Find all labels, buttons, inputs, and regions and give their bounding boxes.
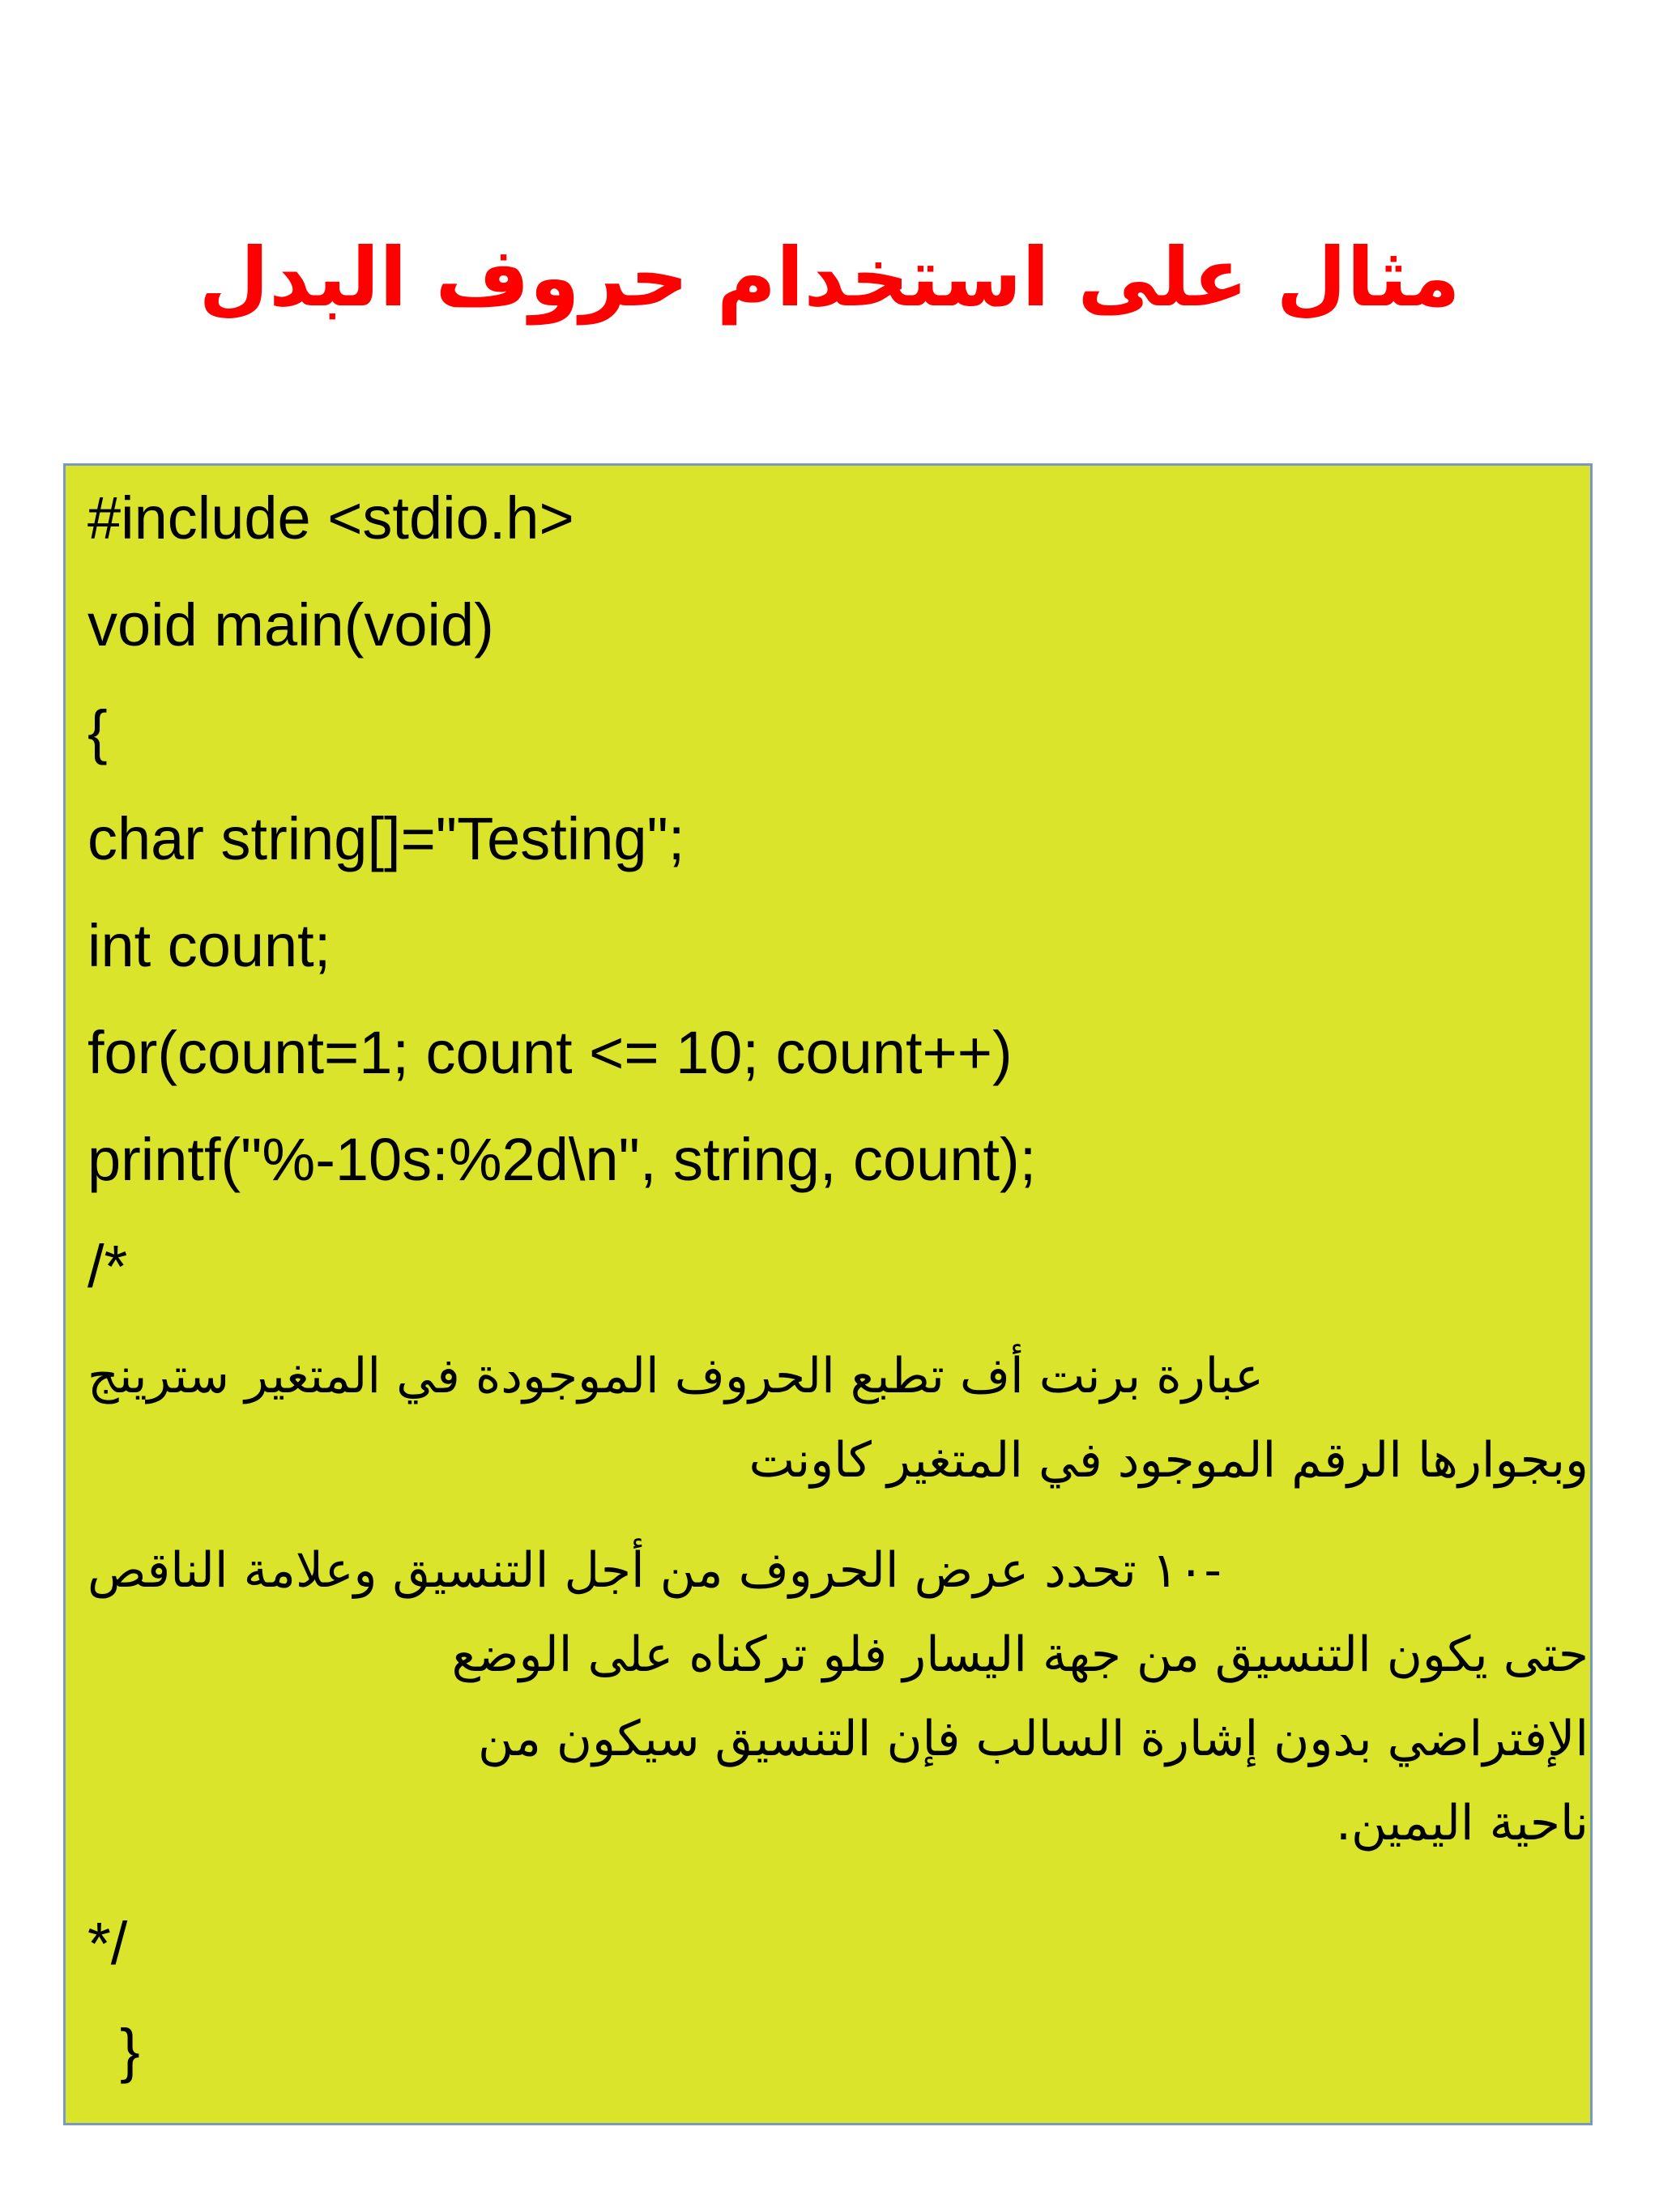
comment-text-line: عبارة برنت أف تطبع الحروف الموجودة في المتغير سترينج <box>87 1348 1264 1404</box>
code-line-comment-open: /* <box>87 1233 128 1300</box>
comment-text-line: وبجوارها الرقم الموجود في المتغير كاونت <box>748 1432 1589 1489</box>
slide-title: مثال على استخدام حروف البدل <box>198 230 1461 325</box>
code-line-open-brace: { <box>87 698 108 765</box>
code-line-printf: printf("%-10s:%2d\n", string, count); <box>87 1126 1037 1193</box>
code-line-for-loop: for(count=1; count <= 10; count++) <box>87 1019 1013 1086</box>
code-line-include: #include <stdio.h> <box>87 484 574 552</box>
code-line-char-string: char string[]="Testing"; <box>87 805 685 872</box>
comment-text-line: الإفتراضي بدون إشارة السالب فإن التنسيق سيكون من <box>478 1711 1589 1767</box>
code-line-close-brace: } <box>120 2017 140 2084</box>
code-line-int-count: int count; <box>87 912 331 979</box>
comment-text-line: حتى يكون التنسيق من جهة اليسار فلو تركناه على الوضع <box>451 1626 1589 1683</box>
code-line-comment-close: */ <box>87 1910 128 1977</box>
code-line-main: void main(void) <box>87 591 494 658</box>
comment-text-line: -١٠ تحدد عرض الحروف من أجل التنسيق وعلامة الناقص <box>87 1542 1222 1599</box>
comment-text-line: ناحية اليمين. <box>1335 1795 1589 1852</box>
code-box <box>63 463 1593 2125</box>
